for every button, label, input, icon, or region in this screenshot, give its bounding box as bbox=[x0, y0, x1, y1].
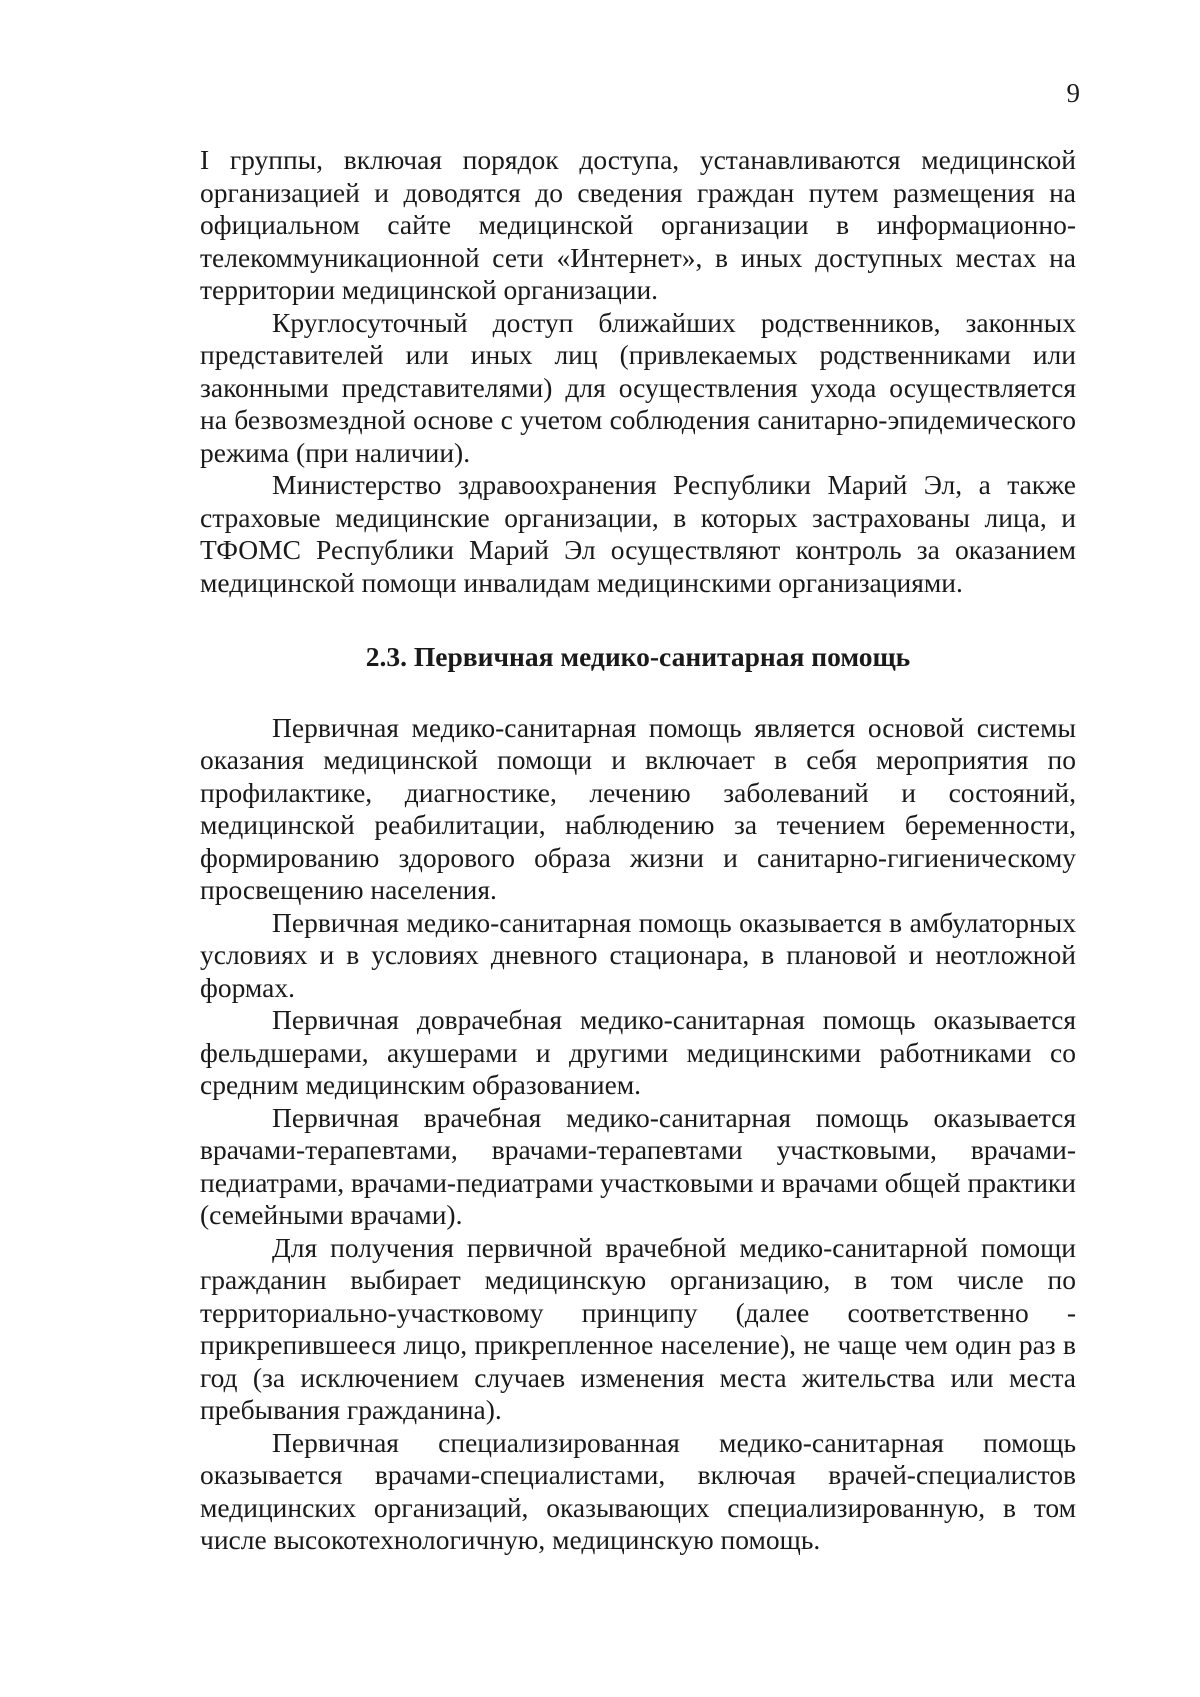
section-paragraph: Первичная медико-санитарная помощь является основой системы оказания медицинской помощи и включает в себя мероприятия по профилактике, диагностике, лечению заболеваний и состояний, медицинской реабилитации, наблюдению за течением беременности, формированию здорового образа жизни и санитарно-гигиеническому просвещению населения. bbox=[200, 711, 1076, 905]
paragraph: Круглосуточный доступ ближайших родственников, законных представителей или иных лиц (привлекаемых родственниками или законными представителями) для осуществления ухода осуществляется на безвозмездной основе с учетом соблюдения санитарно-эпидемического режима (при наличии). bbox=[200, 306, 1076, 468]
section-paragraph: Первичная специализированная медико-санитарная помощь оказывается врачами-специалистами, включая врачей-специалистов медицинских организаций, оказывающих специализированную, в том числе высокотехнологичную, медицинскую помощь. bbox=[200, 1426, 1076, 1555]
section-heading: 2.3. Первичная медико-санитарная помощь bbox=[365, 641, 911, 672]
section-paragraph: Первичная доврачебная медико-санитарная помощь оказывается фельдшерами, акушерами и другими медицинскими работниками со средним медицинским образованием. bbox=[200, 1004, 1076, 1100]
page-number: 9 bbox=[1066, 78, 1080, 108]
document-body bbox=[200, 144, 1076, 1557]
paragraph: Министерство здравоохранения Республики Марий Эл, а также страховые медицинские организации, в которых застрахованы лица, и ТФОМС Республики Марий Эл осуществляют контроль за оказанием медицинской помощи инвалидам медицинскими организациями. bbox=[200, 469, 1076, 598]
section-paragraph: Для получения первичной врачебной медико-санитарной помощи гражданин выбирает медицинскую организацию, в том числе по территориально-участковому принципу (далее соответственно - прикрепившееся лицо, прикрепленное население), не чаще чем один раз в год (за исключением случаев изменения места жительства или места пребывания гражданина). bbox=[200, 1231, 1076, 1425]
section-paragraph: Первичная врачебная медико-санитарная помощь оказывается врачами-терапевтами, врачами-терапевтами участковыми, врачами-педиатрами, врачами-педиатрами участковыми и врачами общей практики (семейными врачами). bbox=[200, 1101, 1076, 1230]
section-paragraph: Первичная медико-санитарная помощь оказывается в амбулаторных условиях и в условиях дневного стационара, в плановой и неотложной формах. bbox=[200, 906, 1076, 1003]
paragraph-continuation: I группы, включая порядок доступа, устанавливаются медицинской организацией и доводятся до сведения граждан путем размещения на официальном сайте медицинской организации в информационно-телекоммуникационной сети «Интернет», в иных доступных местах на территории медицинской организации. bbox=[200, 144, 1076, 305]
